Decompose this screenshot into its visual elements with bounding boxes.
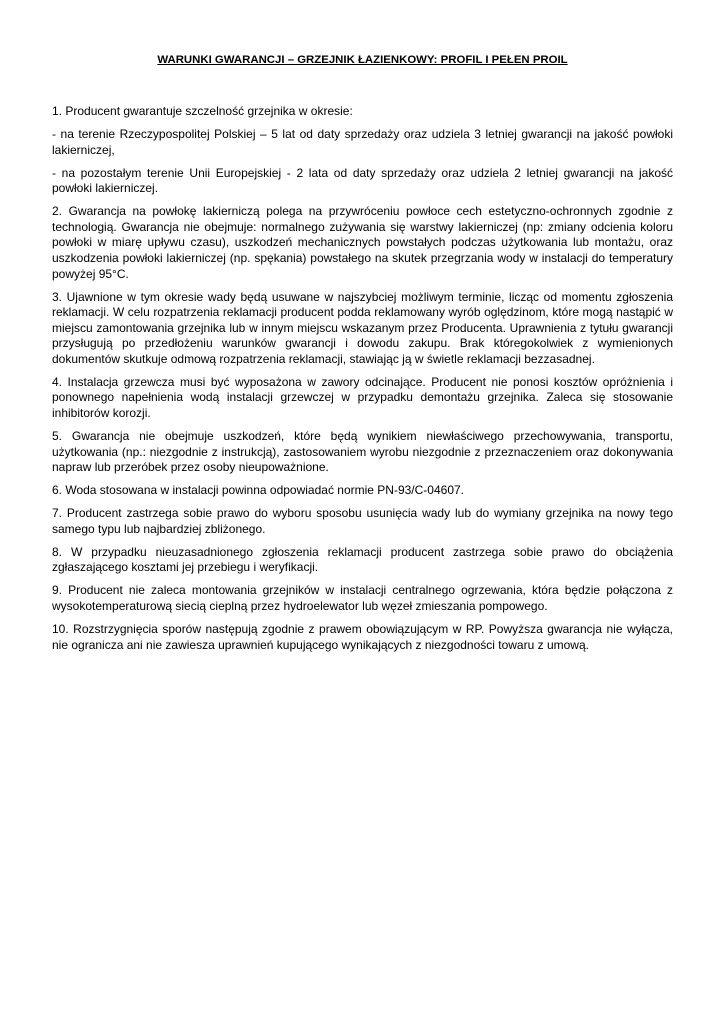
paragraph-9: 9. Producent nie zaleca montowania grzejników w instalacji centralnego ogrzewania, która będzie połączona z wysokotemperaturową siecią cieplną przez hydroelewator lub węzeł zmieszania pompowego. [52, 583, 673, 613]
paragraph-4: 4. Instalacja grzewcza musi być wyposażona w zawory odcinające. Producent nie ponosi kosztów opróżnienia i ponownego napełnienia wodą instalacji grzewczej w przypadku demontażu grzejnika. Zaleca się stosowanie inhibitorów korozji. [52, 374, 673, 421]
document-title: WARUNKI GWARANCJI – GRZEJNIK ŁAZIENKOWY: PROFIL I PEŁEN PROIL [157, 54, 568, 66]
document-body [52, 104, 673, 661]
paragraph-1: 1. Producent gwarantuje szczelność grzejnika w okresie: [52, 104, 353, 118]
paragraph-7: 7. Producent zastrzega sobie prawo do wyboru sposobu usunięcia wady lub do wymiany grzejnika na nowy tego samego typu lub najbardziej zbliżonego. [52, 506, 673, 536]
paragraph-6: 6. Woda stosowana w instalacji powinna odpowiadać normie PN-93/C-04607. [52, 483, 465, 498]
paragraph-8: 8. W przypadku nieuzasadnionego zgłoszenia reklamacji producent zastrzega sobie prawo do obciążenia zgłaszającego kosztami jej przebiegu i weryfikacji. [52, 544, 673, 575]
paragraph-5: 5. Gwarancja nie obejmuje uszkodzeń, które będą wynikiem niewłaściwego przechowywania, transportu, użytkowania (np.: niezgodnie z instrukcją), zastosowaniem wyrobu niezgodnie z przeznaczeniem oraz dokonywania napraw lub przeróbek przez osoby nieupoważnione. [52, 429, 673, 475]
paragraph-10: 10. Rozstrzygnięcia sporów następują zgodnie z prawem obowiązującym w RP. Powyższa gwarancja nie wyłącza, nie ogranicza ani nie zawiesza uprawnień kupującego wynikających z niezgodności towaru z umową. [52, 621, 673, 652]
paragraph-1-eu: - na pozostałym terenie Unii Europejskiej - 2 lata od daty sprzedaży oraz udziela 2 letniej gwarancji na jakość powłoki lakierniczej. [52, 165, 673, 196]
paragraph-2: 2. Gwarancja na powłokę lakierniczą polega na przywróceniu powłoce cech estetyczno-ochronnych zgodnie z technologią. Gwarancja nie obejmuje: normalnego zużywania się warstwy lakierniczej (np: zmiany odcienia koloru powłoki w miarę upływu czasu), uszkodzeń mechanicznych powstałych podczas użytkowania lub montażu, oraz uszkodzenia powłoki lakierniczej (np. spękania) powstałego na skutek przegrzania wody w instalacji do temperatury powyżej 95°C. [52, 204, 673, 281]
paragraph-1-poland: - na terenie Rzeczypospolitej Polskiej – 5 lat od daty sprzedaży oraz udziela 3 letniej gwarancji na jakość powłoki lakierniczej, [52, 126, 673, 157]
paragraph-3: 3. Ujawnione w tym okresie wady będą usuwane w najszybciej możliwym terminie, licząc od momentu zgłoszenia reklamacji. W celu rozpatrzenia reklamacji producent podda reklamowany wyrób oględzinom, które mogą nastąpić w miejscu zamontowania grzejnika lub w innym miejscu wskazanym przez Producenta. Uprawnienia z tytułu gwarancji przysługują po przedłożeniu warunków gwarancji i dowodu zakupu. Brak któregokolwiek z wymienionych dokumentów skutkuje odmową rozpatrzenia reklamacji, stawiając ją w świetle reklamacji bezzasadnej. [52, 289, 673, 366]
